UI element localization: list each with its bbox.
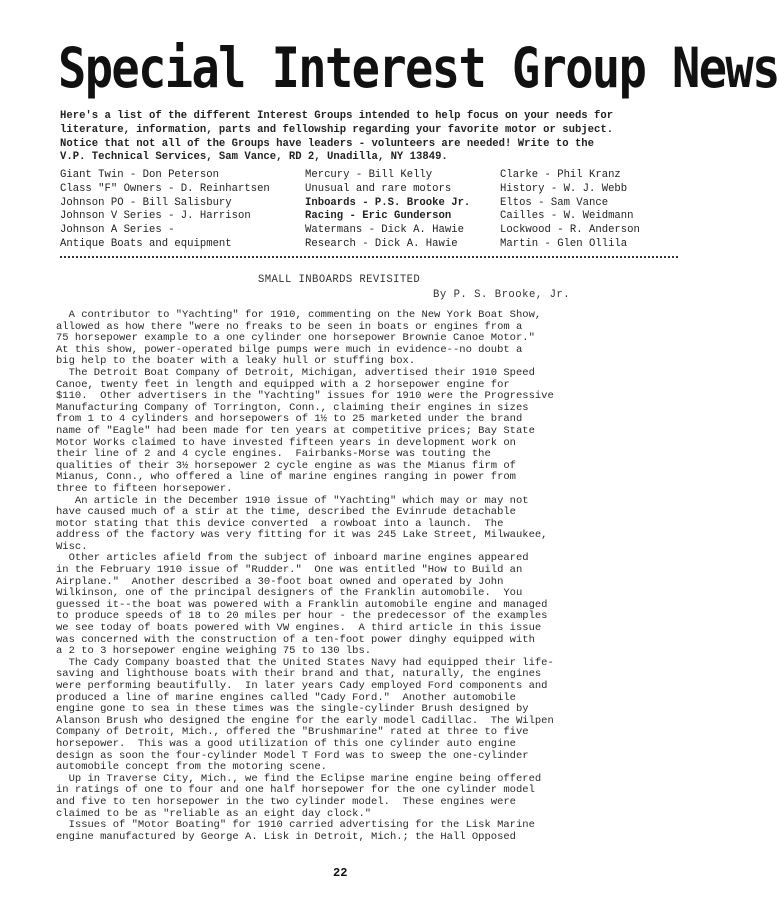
group-entry: Research - Dick A. Hawie <box>305 237 458 250</box>
article-line: Up in Traverse City, Mich., we find the Eclipse marine engine being offered <box>56 772 542 785</box>
article-line: saving and lighthouse boats with their brand and that, naturally, the engines <box>56 668 542 681</box>
article-line: Wisc. <box>56 540 88 553</box>
groups-column-1 <box>60 169 270 252</box>
article-line: big help to the boater with a leaky hull or stuffing box. <box>56 355 416 368</box>
group-entry: Antique Boats and equipment <box>60 237 232 250</box>
article-line: guessed it--the boat was powered with a Franklin automobile engine and managed <box>56 598 548 611</box>
article-line: a 2 to 3 horsepower engine weighing 75 to 130 lbs. <box>56 645 372 658</box>
article-line: Wilkinson, one of the principal designers of the Franklin automobile. You <box>56 587 523 600</box>
article-line: At this show, power-operated bilge pumps were much in evidence--no doubt a <box>56 343 523 356</box>
article-line: design as soon the four-cylinder Model T Ford was to sweep the one-cylinder <box>56 749 529 762</box>
article-body <box>56 310 656 843</box>
article-line: allowed as how there "were no freaks to be seen in boats or engines from a <box>56 320 523 333</box>
group-entry: Racing - Eric Gunderson <box>305 210 452 223</box>
group-entry: History - W. J. Webb <box>500 182 628 195</box>
article-line: automobile concept from the motoring scene. <box>56 761 327 774</box>
groups-column-2 <box>305 169 470 252</box>
article-line: their line of 2 and 4 cycle engines. Fairbanks-Morse was touting the <box>56 448 491 461</box>
article-line: The Cady Company boasted that the United States Navy had equipped their life- <box>56 656 554 669</box>
article-line: qualities of their 3½ horsepower 2 cycle engine as was the Mianus firm of <box>56 459 516 472</box>
group-entry: Giant Twin - Don Peterson <box>60 169 219 181</box>
group-entry: Eltos - Sam Vance <box>500 196 609 209</box>
intro-line: Notice that not all of the Groups have leaders - volunteers are needed! Write to the <box>60 137 595 150</box>
article-byline: By P. S. Brooke, Jr. <box>433 289 571 301</box>
group-entry: Watermans - Dick A. Hawie <box>305 224 464 237</box>
article-line: and five to ten horsepower in the two cylinder model. These engines were <box>56 795 516 808</box>
group-entry: Unusual and rare motors <box>305 182 452 195</box>
group-entry: Lockwood - R. Anderson <box>500 224 640 237</box>
article-line: from 1 to 4 cylinders and horsepowers of 1½ to 25 marketed under the brand <box>56 413 523 426</box>
article-line: The Detroit Boat Company of Detroit, Michigan, advertised their 1910 Speed <box>56 366 535 379</box>
article-line: horsepower. This was a good utilization of this one cylinder auto engine <box>56 737 516 750</box>
article-line: A contributor to "Yachting" for 1910, commenting on the New York Boat Show, <box>56 309 542 321</box>
article-line: Motor Works claimed to have invested fifteen years in development work on <box>56 436 516 449</box>
page-number: 22 <box>333 866 348 880</box>
article-line: motor stating that this device converted a rowboat into a launch. The <box>56 517 504 530</box>
intro-line: V.P. Technical Services, Sam Vance, RD 2, Unadilla, NY 13849. <box>60 151 448 164</box>
article-line: Issues of "Motor Boating" for 1910 carried advertising for the Lisk Marine <box>56 819 535 832</box>
interest-groups-list <box>60 169 660 253</box>
group-entry: Class "F" Owners - D. Reinhartsen <box>60 182 270 195</box>
article-line: have caused much of a stir at the time, described the Evinrude detachable <box>56 506 516 519</box>
groups-column-3 <box>500 169 640 252</box>
article-line: Mianus, Conn., who offered a line of marine engines ranging in power from <box>56 471 516 484</box>
article-line: address of the factory was very fitting for it was 245 Lake Street, Milwaukee, <box>56 529 548 542</box>
article-line: in the February 1910 issue of "Rudder." One was entitled "How to Build an <box>56 564 523 577</box>
intro-line: literature, information, parts and fellowship regarding your favorite motor or subject. <box>60 123 614 136</box>
article-line: Other articles afield from the subject of inboard marine engines appeared <box>56 552 529 565</box>
article-line: Manufacturing Company of Torrington, Conn., claiming their engines in sizes <box>56 401 529 414</box>
intro-line: Here's a list of the different Interest Groups intended to help focus on your needs for <box>60 110 614 122</box>
article-line: we see today of boats powered with VW engines. A third article in this issue <box>56 622 542 635</box>
article-line: Company of Detroit, Mich., offered the "Brushmarine" rated at three to five <box>56 726 529 739</box>
article-line: three to fifteen horsepower. <box>56 482 233 495</box>
page-title: Special Interest Group News <box>58 36 779 102</box>
article-line: engine manufactured by George A. Lisk in Detroit, Mich.; the Hall Opposed <box>56 830 516 843</box>
article-line: 75 horsepower example to a one cylinder one horsepower Brownie Canoe Motor." <box>56 332 535 345</box>
group-entry: Inboards - P.S. Brooke Jr. <box>305 196 471 209</box>
article-line: Canoe, twenty feet in length and equipped with a 2 horsepower engine for <box>56 378 510 391</box>
group-entry: Johnson V Series - J. Harrison <box>60 210 251 223</box>
article-line: Alanson Brush who designed the engine for the early model Cadillac. The Wilpen <box>56 714 554 727</box>
article-title: SMALL INBOARDS REVISITED <box>258 274 421 286</box>
article-line: An article in the December 1910 issue of "Yachting" which may or may not <box>56 494 529 507</box>
article-line: were performing beautifully. In later years Cady employed Ford components and <box>56 680 548 692</box>
section-divider <box>60 256 678 258</box>
group-entry: Martin - Glen Ollila <box>500 237 628 250</box>
article-line: name of "Eagle" had been made for ten years at competitive prices; Bay State <box>56 424 535 437</box>
article-line: to produce speeds of 18 to 20 miles per hour - the predecessor of the examples <box>56 610 548 623</box>
article-line: engine gone to sea in these times was the single-cylinder Brush designed by <box>56 703 529 716</box>
article-line: Airplane." Another described a 30-foot boat owned and operated by John <box>56 575 504 588</box>
group-entry: Clarke - Phil Kranz <box>500 169 621 181</box>
article-line: in ratings of one to four and one half horsepower for the one cylinder model <box>56 784 535 797</box>
article-line: produced a line of marine engines called "Cady Ford." Another automobile <box>56 691 516 704</box>
intro-paragraph <box>60 110 660 165</box>
article-line: claimed to be as "reliable as an eight day clock." <box>56 807 372 820</box>
group-entry: Cailles - W. Weidmann <box>500 210 634 223</box>
article-line: $110. Other advertisers in the "Yachting" issues for 1910 were the Progressive <box>56 390 554 403</box>
group-entry: Johnson A Series - <box>60 224 175 237</box>
article-line: was concerned with the construction of a ten-foot power dinghy equipped with <box>56 633 535 646</box>
group-entry: Johnson PO - Bill Salisbury <box>60 196 232 209</box>
group-entry: Mercury - Bill Kelly <box>305 169 433 181</box>
